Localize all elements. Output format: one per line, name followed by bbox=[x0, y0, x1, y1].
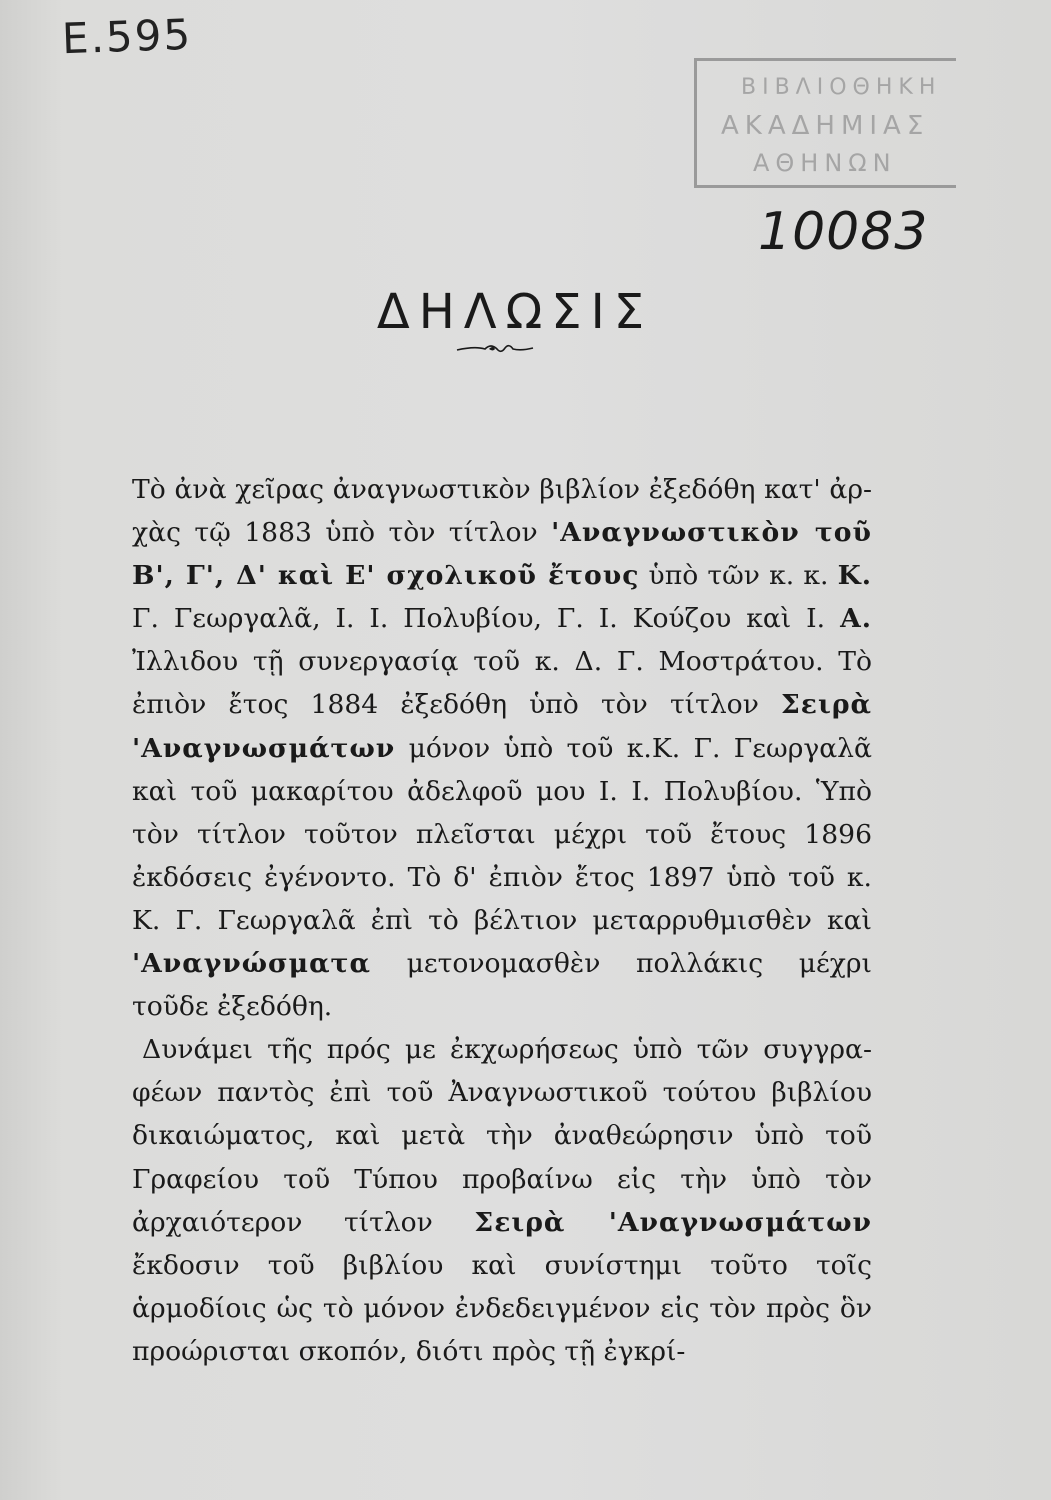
body-text-segment: Τὸ ἀνὰ χεῖρας ἀναγνωστικὸν βιβλίον ἐξεδόθη κατ' ἀρχὰς τῷ 1883 ὑπὸ τὸν τίτλον bbox=[132, 474, 872, 549]
bold-title-text: Α. bbox=[840, 603, 872, 635]
handwritten-shelfmark: E.595 bbox=[61, 9, 193, 64]
bold-title-text: 'Αναγνωστικὸν τοῦ Β', Γ', Δ' καὶ Ε' σχολικοῦ ἔτους bbox=[132, 517, 872, 592]
body-text-segment: Γ. Γεωργαλᾶ, Ι. Ι. Πολυβίου, Γ. Ι. Κούζου καὶ Ι. bbox=[132, 603, 841, 635]
body-text-segment: μόνον ὑπὸ τοῦ κ.Κ. Γ. Γεωργαλᾶ καὶ τοῦ μακαρίτου ἀδελφοῦ μου Ι. Ι. Πολυβίου. Ὑπὸ τὸν τίτλον τοῦτον πλεῖσται μέχρι τοῦ ἔτους 1896 ἐκδόσεις ἐγένοντο. Τὸ δ' ἐπιὸν ἔτος 1897 ὑπὸ τοῦ κ. Κ. Γ. Γεωργαλᾶ ἐπὶ τὸ βέλτιον μεταρρυθμισθὲν καὶ bbox=[132, 732, 872, 936]
handwritten-accession-number: 10083 bbox=[758, 202, 929, 262]
bold-title-text: Κ. bbox=[837, 560, 872, 592]
body-text-segment: Ἰλλιδου τῇ συνεργασίᾳ τοῦ κ. Δ. Γ. Μοστράτου. Τὸ ἐπιὸν ἔτος 1884 ἐξεδόθη ὑπὸ τὸν τίτλον bbox=[132, 646, 872, 721]
stamp-line-2: ΑΚΑΔΗΜΙΑΣ bbox=[721, 111, 930, 141]
stamp-line-3: ΑΘΗΝΩΝ bbox=[753, 149, 897, 177]
body-text bbox=[132, 468, 872, 1373]
bold-title-text: Σειρὰ 'Αναγνωσμάτων bbox=[474, 1206, 872, 1238]
body-text-segment: ἔκδοσιν τοῦ βιβλίου καὶ συνίστημι τοῦτο τοῖς ἁρμοδίοις ὡς τὸ μόνον ἐνδεδειγμένον εἰς τὸν πρὸς ὃν προώρισται σκοπόν, διότι πρὸς τῇ ἐγκρί- bbox=[132, 1249, 872, 1367]
library-stamp bbox=[694, 58, 956, 188]
stamp-line-1: ΒΙΒΛΙΟΘΗΚΗ bbox=[741, 75, 942, 100]
body-text-segment: ὑπὸ τῶν κ. κ. bbox=[639, 560, 838, 592]
bold-title-text: Σειρὰ 'Αναγνωσμάτων bbox=[132, 689, 872, 764]
body-text-segment: Δυνάμει τῆς πρός με ἐκχωρήσεως ὑπὸ τῶν συγγραφέων παντὸς ἐπὶ τοῦ Ἀναγνωστικοῦ τούτου βιβλίου δικαιώματος, καὶ μετὰ τὴν ἀναθεώρησιν ὑπὸ τοῦ Γραφείου τοῦ Τύπου προβαίνω εἰς τὴν ὑπὸ τὸν ἀρχαιότερον τίτλον bbox=[132, 1034, 872, 1238]
bold-title-text: 'Αναγνώσματα bbox=[132, 948, 371, 980]
page-title: ΔΗΛΩΣΙΣ bbox=[376, 284, 654, 341]
ornament-flourish-icon bbox=[455, 340, 535, 358]
body-text-segment: μετονομασθὲν πολλάκις μέχρι τοῦδε ἐξεδόθη. bbox=[132, 948, 872, 1023]
paragraph-2 bbox=[132, 1028, 872, 1373]
paragraph-1 bbox=[132, 468, 872, 1028]
